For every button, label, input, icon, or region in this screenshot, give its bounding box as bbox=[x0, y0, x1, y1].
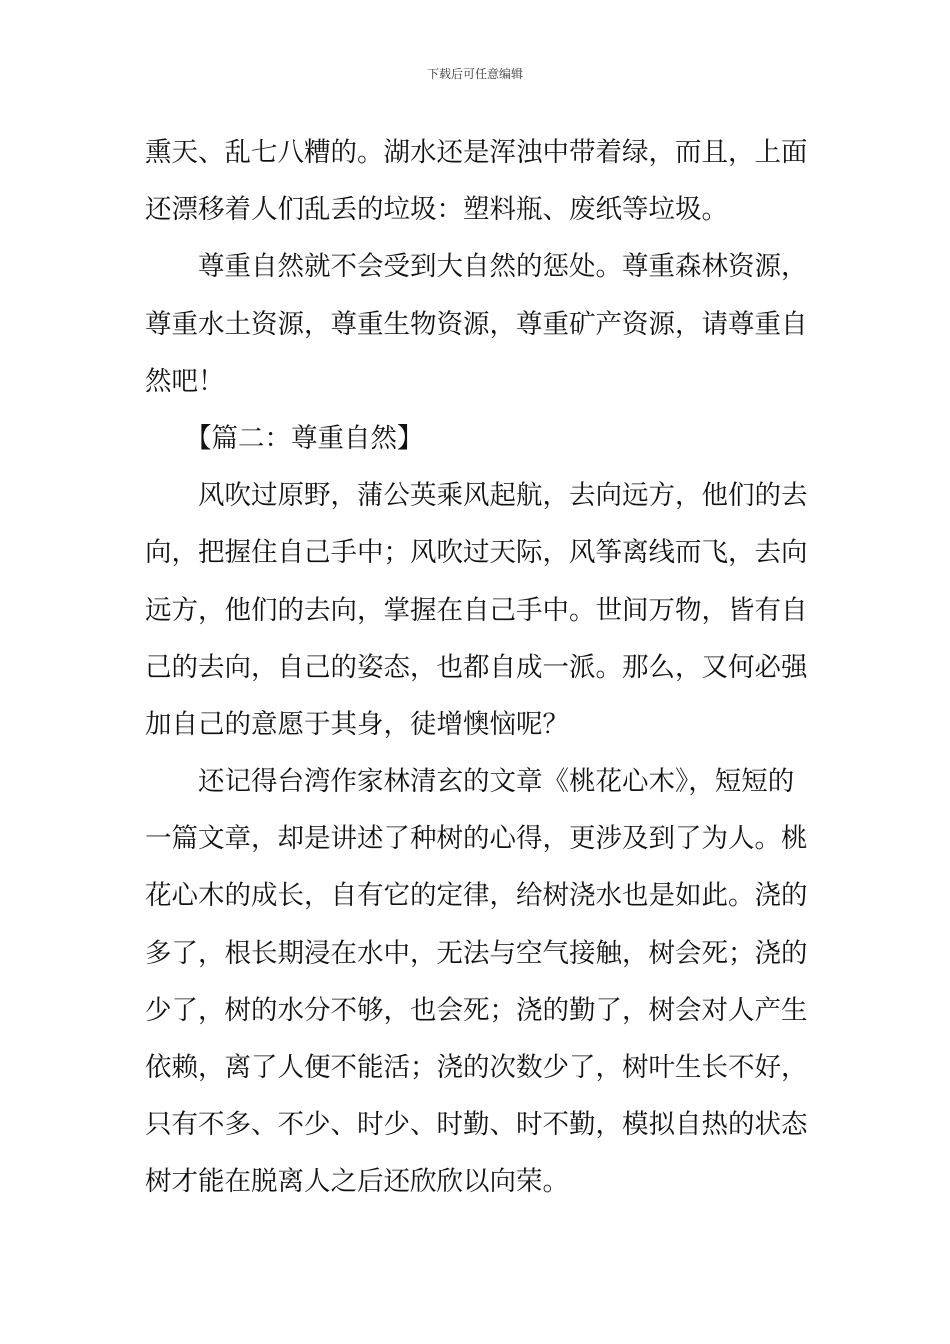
text-line: 一篇文章，却是讲述了种树的心得，更涉及到了为人。桃 bbox=[145, 823, 808, 855]
text-line: 花心木的成长，自有它的定律，给树浇水也是如此。浇的 bbox=[145, 880, 808, 912]
paragraph-start-line: 还记得台湾作家林清玄的文章《桃花心木》，短短的 bbox=[198, 766, 795, 798]
text-line: 尊重水土资源，尊重生物资源，尊重矿产资源，请尊重自 bbox=[145, 308, 808, 340]
text-line: 少了，树的水分不够，也会死；浇的勤了，树会对人产生 bbox=[145, 994, 808, 1026]
page-header: 下载后可任意编辑 bbox=[426, 67, 523, 81]
paragraph-start-line: 风吹过原野，蒲公英乘风起航，去向远方，他们的去 bbox=[198, 480, 808, 512]
document-body bbox=[145, 124, 809, 1211]
text-line: 树才能在脱离人之后还欣欣以向荣。 bbox=[145, 1166, 569, 1198]
text-line: 只有不多、不少、时少、时勤、时不勤，模拟自热的状态 bbox=[145, 1109, 808, 1141]
text-line: 远方，他们的去向，掌握在自己手中。世间万物，皆有自 bbox=[145, 594, 808, 626]
text-line: 然吧！ bbox=[145, 365, 225, 397]
text-line: 向，把握住自己手中；风吹过天际，风筝离线而飞，去向 bbox=[145, 537, 808, 569]
text-line: 加自己的意愿于其身，徒增懊恼呢？ bbox=[145, 708, 569, 740]
text-line: 还漂移着人们乱丢的垃圾：塑料瓶、废纸等垃圾。 bbox=[145, 194, 728, 226]
paragraph-start-line: 尊重自然就不会受到大自然的惩处。尊重森林资源， bbox=[198, 251, 808, 283]
text-line: 熏天、乱七八糟的。湖水还是浑浊中带着绿，而且，上面 bbox=[145, 137, 808, 168]
text-line: 依赖，离了人便不能活；浇的次数少了，树叶生长不好， bbox=[145, 1052, 808, 1083]
text-line: 多了，根长期浸在水中，无法与空气接触，树会死；浇的 bbox=[145, 937, 808, 969]
text-line: 己的去向，自己的姿态，也都自成一派。那么，又何必强 bbox=[145, 651, 808, 683]
section-heading: 【篇二：尊重自然】 bbox=[185, 422, 424, 454]
